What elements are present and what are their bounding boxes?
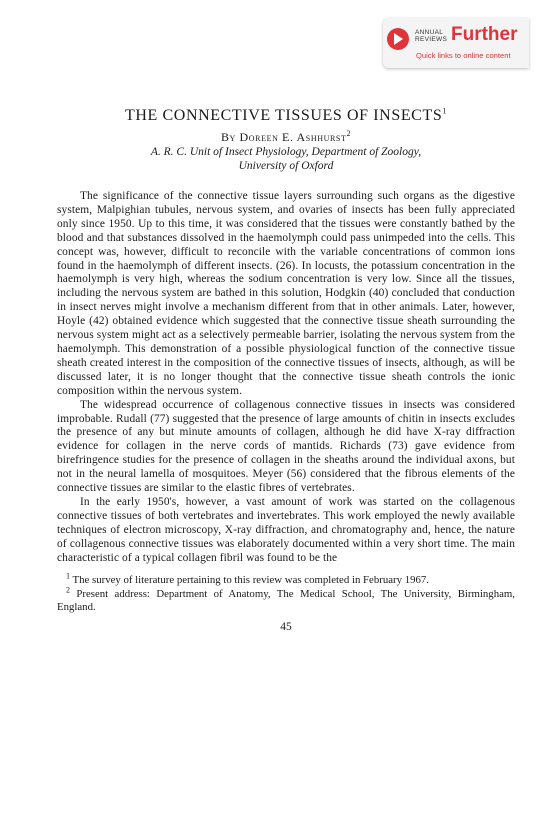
footnote [57, 571, 515, 587]
author-line [57, 130, 515, 144]
affiliation-line-1: A. R. C. Unit of Insect Physiology, Department of Zoology, [150, 146, 422, 158]
article-title [57, 106, 515, 126]
author-footnote-mark: 2 [346, 129, 352, 138]
logo-line-1: ANNUAL [415, 29, 444, 36]
footnote-text: Present address: Department of Anatomy, The Medical School, The University, Birmingham, England. [57, 587, 515, 613]
banner-tagline: Quick links to online content [416, 51, 511, 60]
footnotes [57, 571, 515, 614]
footnote-mark: 2 [66, 585, 70, 595]
footnote [57, 585, 515, 614]
footnote-mark: 1 [66, 571, 70, 581]
affiliation-line-2: University of Oxford [238, 159, 334, 172]
author-name: Doreen E. Ashhurst [239, 130, 347, 144]
page-content [57, 106, 515, 633]
paragraph: The significance of the connective tissue layers surrounding such organs as the digestive system, Malpighian tubules, nervous system, and ovaries of insects has been fully appreciated only since 1950. Up to this time, it was considered that the tissues were constantly bathed by the blood and that substances dissolved in the haemolymph could pass unimpeded into the cells. This concept was, however, difficult to reconcile with the variable concentrations of common ions found in the haemolymph of different insects. (26). In locusts, the potassium concentration in the haemolymph is very high, whereas the sodium concentration is very low. Since all the tissues, including the nervous system are bathed in this solution, Hodgkin (40) concluded that conduction in insect nerves might involve a mechanism different from that in other animals. Later, however, Hoyle (42) obtained evidence which suggested that the connective tissue sheath surrounding the nervous system might act as a selectively permeable barrier, isolating the nervous system from the haemolymph. This demonstration of a possible physiological function of the connective tissue sheath created interest in the composition of the connective tissues of insects, although, as will be discussed later, it is no longer thought that the connective tissue sheath controls the ionic composition within the nervous system. [57, 190, 515, 397]
logo-line-2: REVIEWS [415, 36, 448, 43]
page-number: 45 [280, 621, 292, 634]
author-by: By [220, 130, 236, 144]
banner-word: Further [451, 24, 518, 45]
annual-reviews-logo [415, 29, 447, 43]
article-title-text: THE CONNECTIVE TISSUES OF INSECTS [125, 107, 443, 124]
play-icon [387, 28, 409, 50]
footnote-text: The survey of literature pertaining to this review was completed in February 1967. [72, 574, 430, 587]
affiliation [57, 146, 515, 173]
further-banner-link[interactable] [383, 18, 529, 68]
body-text [57, 190, 515, 565]
title-footnote-mark: 1 [442, 106, 447, 116]
paragraph: In the early 1950's, however, a vast amount of work was started on the collagenous connective tissues of both vertebrates and invertebrates. This work employed the newly available techniques of electron microscopy, X-ray diffraction, and chromatography and, hence, the nature of collagenous connective tissues was elaborately documented within a very short time. The main characteristic of a typical collagen fibril was found to be the [57, 495, 515, 564]
paragraph: The widespread occurrence of collagenous connective tissues in insects was considered improbable. Rudall (77) suggested that the presence of large amounts of chitin in insects excludes the presence of any but minute amounts of collagen, although he did have X-ray diffraction evidence for collagen in the nerve cords of mantids. Richards (73) gave evidence from birefringence studies for the presence of collagen in the sheaths around the individual axons, but not in the neural lamella of mosquitoes. Meyer (56) considered that the fibrous elements of the connective tissues are similar to the elastic fibres of vertebrates. [57, 398, 515, 495]
